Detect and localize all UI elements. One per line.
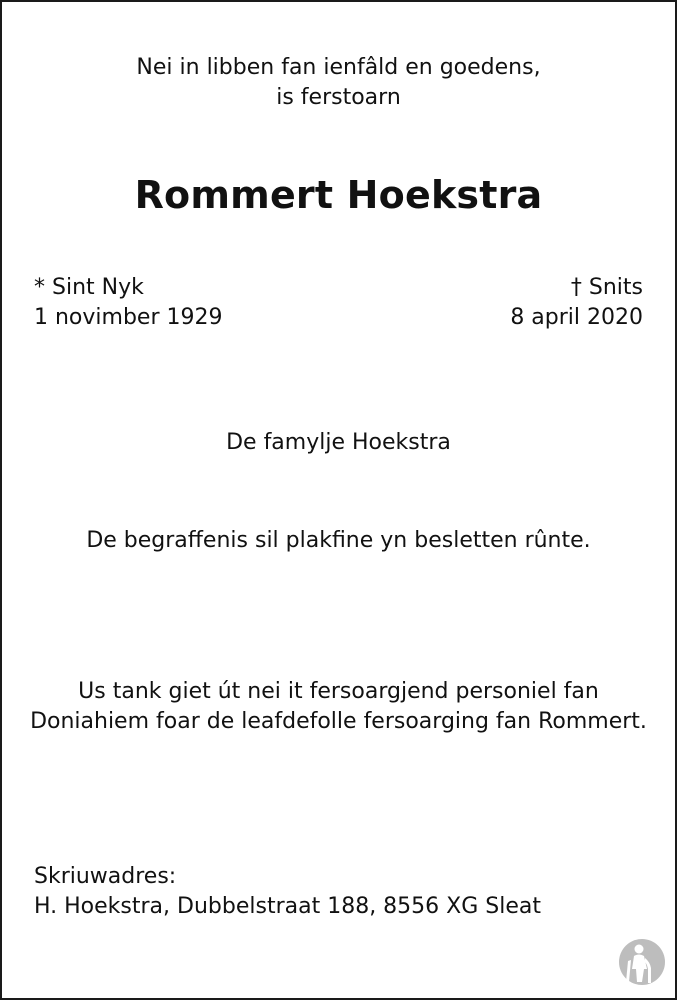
address-value: H. Hoekstra, Dubbelstraat 188, 8556 XG Sleat [34,894,541,919]
mourning-figure-icon [618,938,666,986]
address-label: Skriuwadres: [34,864,177,889]
correspondence-address [34,862,541,922]
death-info [510,273,643,333]
birth-date: 1 novimber 1929 [34,305,223,330]
intro-line-2: is ferstoarn [276,85,401,110]
intro-line-1: Nei in libben fan ienfâld en goedens, [136,55,541,80]
birth-info [34,273,222,333]
thanks-note [0,677,677,737]
family-signature: De famylje Hoekstra [226,430,451,455]
birth-place: * Sint Nyk [34,275,144,300]
thanks-line-1: Us tank giet út nei it fersoargjend personiel fan [78,679,599,704]
death-place: † Snits [570,275,643,300]
deceased-name: Rommert Hoekstra [134,173,543,217]
death-date: 8 april 2020 [510,305,643,330]
thanks-line-2: Doniahiem foar de leafdefolle fersoarging fan Rommert. [30,709,647,734]
intro-text [0,53,677,113]
funeral-note: De begraffenis sil plakfine yn besletten rûnte. [86,528,591,553]
